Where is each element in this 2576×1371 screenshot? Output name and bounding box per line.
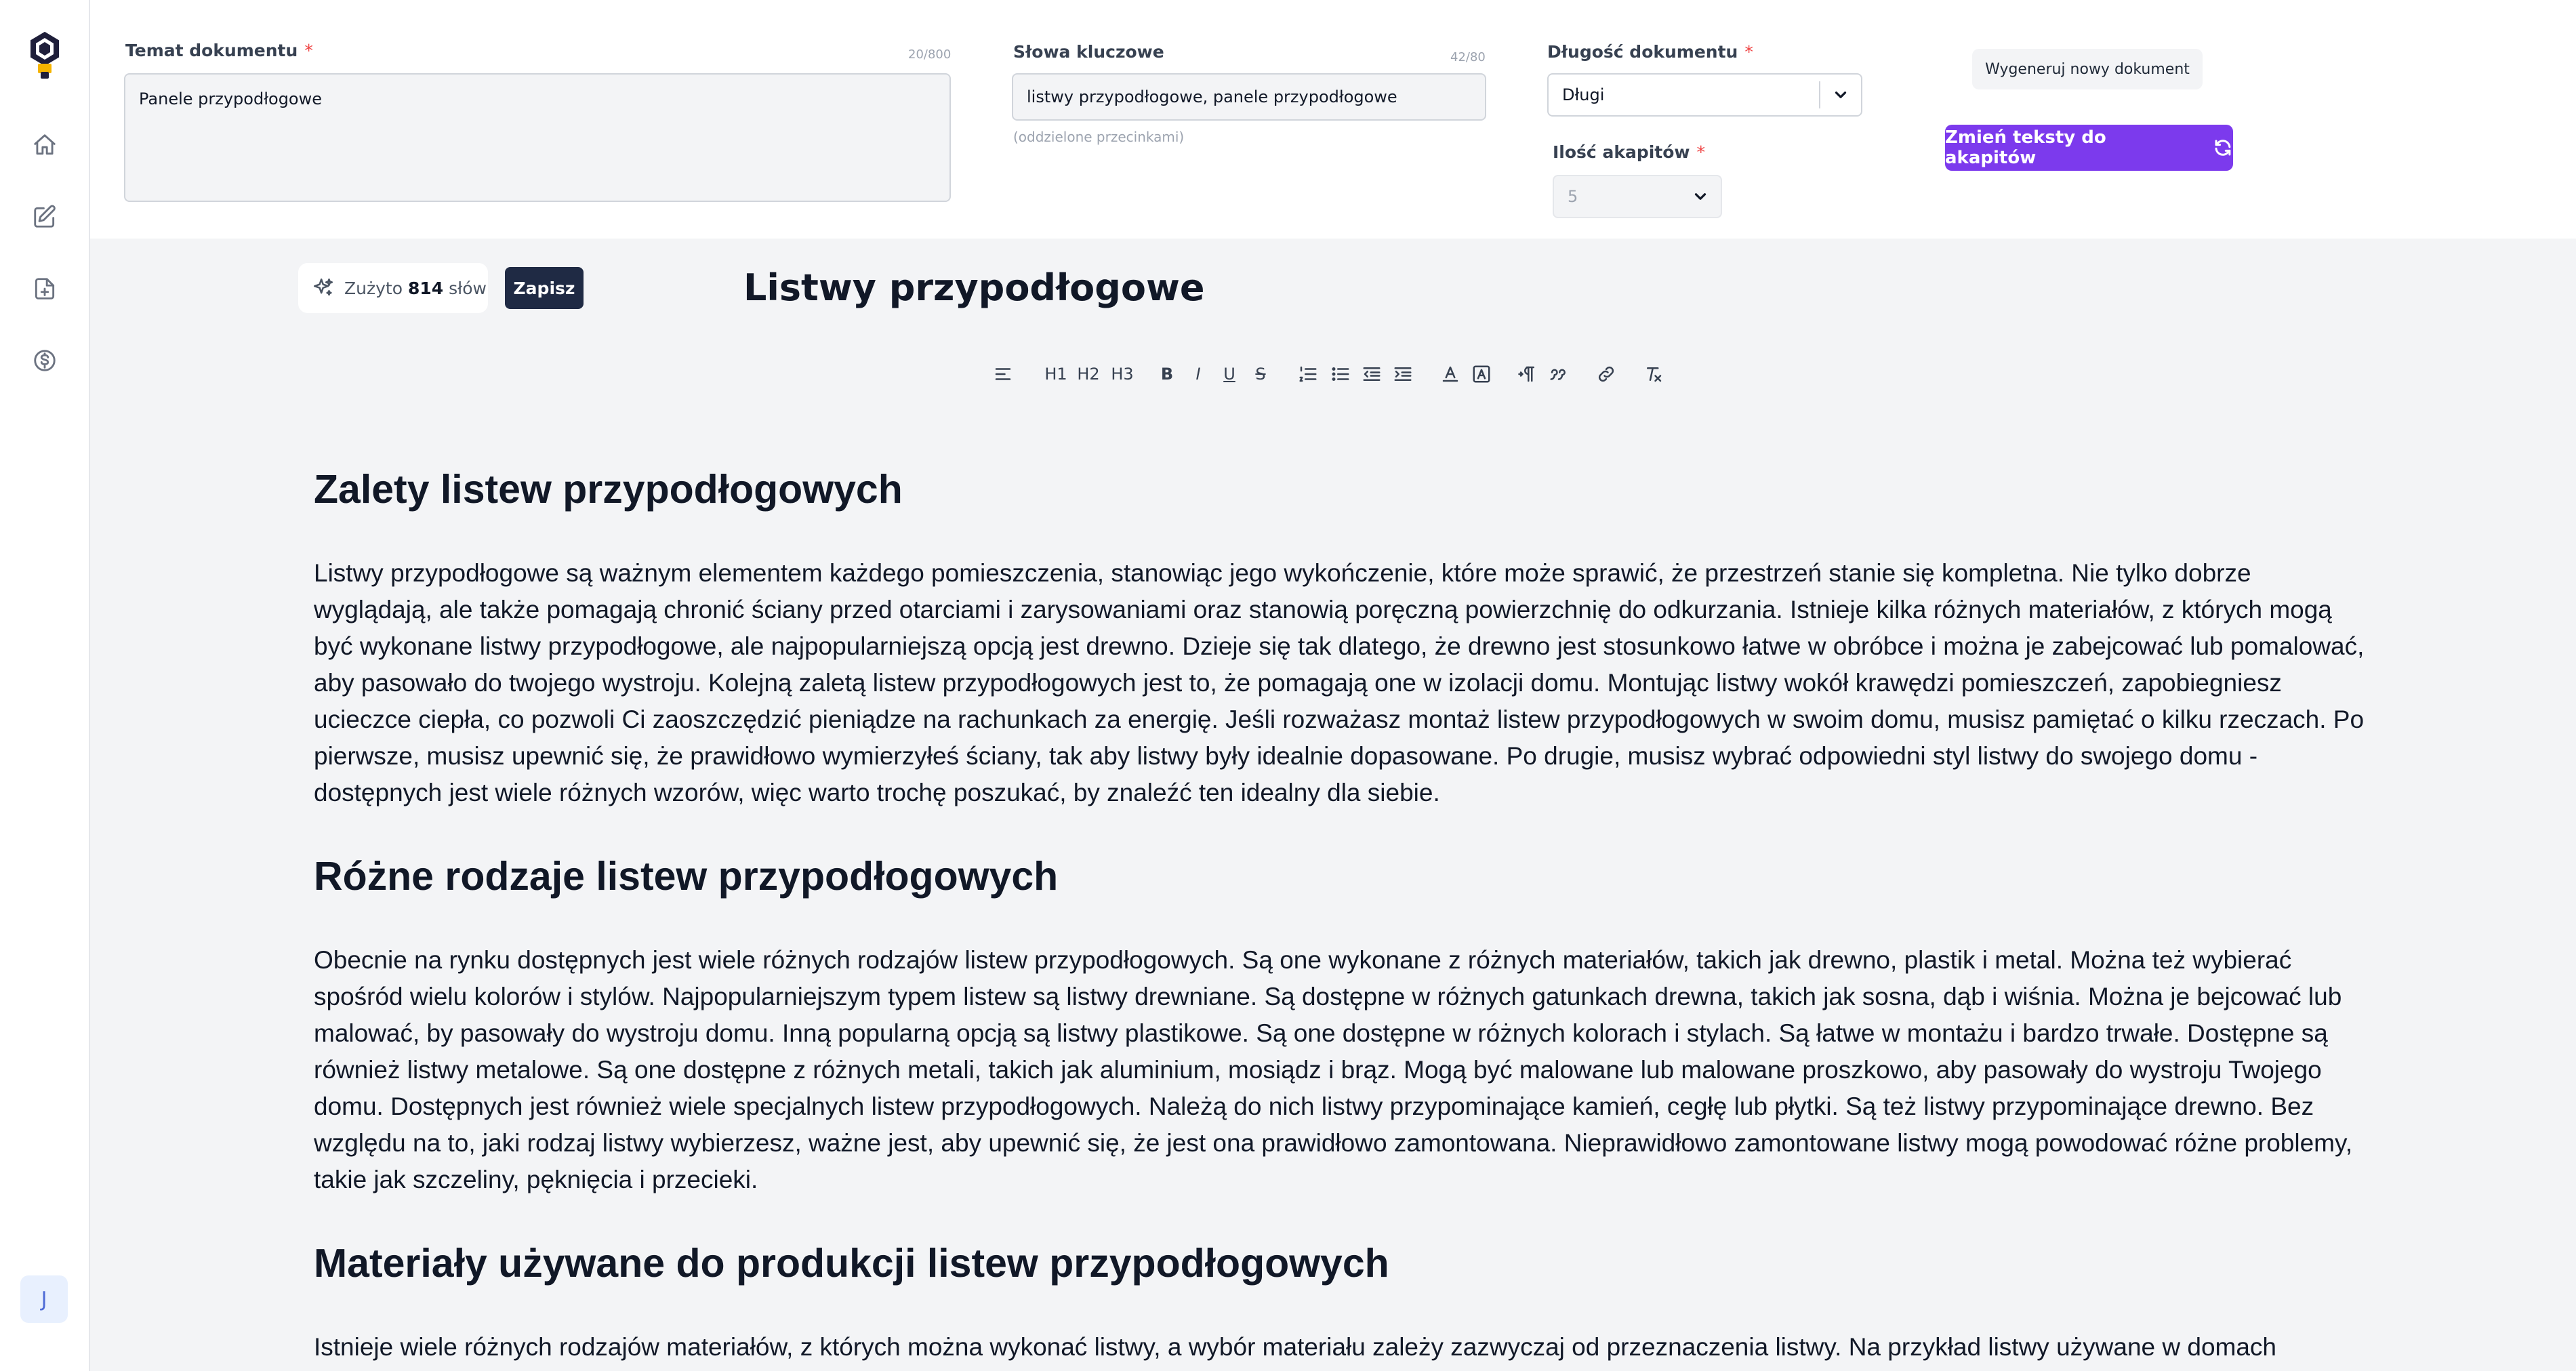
change-paragraph-texts-button[interactable] <box>1945 125 2233 171</box>
section-heading: Zalety listew przypodłogowych <box>314 467 903 512</box>
section-paragraph: Listwy przypodłogowe są ważnym elementem każdego pomieszczenia, stanowiąc jego wykończenie, które może sprawić, że przestrzeń stanie się kompletna. Nie tylko dobrze wyglądają, ale także pomagają chronić ściany przed otarciami i zarysowaniami oraz stanowią poręczną powierzchnię do odkurzania. Istnieje kilka różnych materiałów, z których mogą być wykonane listwy przypodłogowe, ale najpopularniejszą opcją jest drewno. Dzieje się tak dlatego, że drewno jest stosunkowo łatwe w obróbce i można je zabejcować lub pomalować, aby pasowało do twojego wystroju. Kolejną zaletą listew przypodłogowych jest to, że pomagają one w izolacji domu. Montując listwy wokół krawędzi pomieszczeń, zapobiegniesz ucieczce ciepła, co pozwoli Ci zaoszczędzić pieniądze na rachunkach za energię. Jeśli rozważasz montaż listew przypodłogowych w swoim domu, musisz pamiętać o kilku rzeczach. Po pierwsze, musisz upewnić się, że prawidłowo wymierzyłeś ściany, tak aby listwy były idealnie dopasowane. Po drugie, musisz wybrać odpowiedni styl listwy do swojego domu - dostępnych jest wiele różnych wzorów, więc warto trochę poszukać, by znaleźć ten idealny dla siebie. <box>314 558 2365 806</box>
chevron-down-icon[interactable] <box>1820 86 1861 104</box>
words-used-suffix: słów <box>449 278 487 298</box>
words-used-prefix: Zużyto <box>344 278 403 298</box>
heading-3-label: H3 <box>1111 365 1134 384</box>
logo-icon[interactable] <box>28 31 61 80</box>
refresh-icon <box>2213 138 2233 158</box>
bullet-list-icon[interactable] <box>1327 361 1354 388</box>
required-marker: * <box>1696 142 1706 162</box>
text-color-icon[interactable] <box>1437 361 1464 388</box>
document-content[interactable] <box>314 468 2367 1371</box>
bold-button[interactable] <box>1155 361 1179 388</box>
indent-icon[interactable] <box>1389 361 1416 388</box>
paragraphs-select[interactable] <box>1553 175 1722 218</box>
keywords-counter: 42/80 <box>1450 50 1486 64</box>
required-marker: * <box>1744 42 1753 62</box>
document-title[interactable]: Listwy przypodłogowe <box>743 266 1205 309</box>
background-color-icon[interactable] <box>1468 361 1495 388</box>
clear-formatting-icon[interactable] <box>1640 361 1667 388</box>
generate-document-button[interactable]: Wygeneruj nowy dokument <box>1972 49 2203 89</box>
topic-textarea[interactable]: Panele przypodłogowe <box>124 73 951 202</box>
strikethrough-button[interactable] <box>1248 361 1273 388</box>
document-plus-icon[interactable] <box>30 274 60 304</box>
bold-label: B <box>1160 365 1174 384</box>
length-label-text: Długość dokumentu <box>1547 42 1738 62</box>
keywords-input[interactable]: listwy przypodłogowe, panele przypodłogowe <box>1012 73 1486 121</box>
italic-button[interactable] <box>1186 361 1210 388</box>
words-used-text <box>344 279 487 298</box>
heading-1-button[interactable] <box>1042 361 1069 388</box>
change-paragraph-texts-label: Zmień teksty do akapitów <box>1945 127 2106 168</box>
edit-icon[interactable] <box>30 202 60 232</box>
length-select-value: Długi <box>1562 85 1605 104</box>
length-label <box>1547 42 1753 62</box>
topic-label-text: Temat dokumentu <box>125 41 298 60</box>
sparkles-icon <box>312 277 335 300</box>
section-heading: Różne rodzaje listew przypodłogowych <box>314 853 1059 899</box>
sidebar <box>0 0 90 1371</box>
strikethrough-label: S <box>1255 365 1266 384</box>
keywords-label: Słowa kluczowe <box>1013 42 1164 62</box>
dollar-icon[interactable] <box>30 346 60 375</box>
topic-counter: 20/800 <box>908 47 952 62</box>
heading-2-button[interactable] <box>1075 361 1102 388</box>
avatar[interactable]: J <box>20 1275 68 1323</box>
blockquote-icon[interactable] <box>1545 361 1572 388</box>
underline-button[interactable] <box>1217 361 1242 388</box>
heading-1-label: H1 <box>1044 365 1067 384</box>
link-icon[interactable] <box>1593 361 1620 388</box>
paragraphs-select-value: 5 <box>1568 187 1578 206</box>
outdent-icon[interactable] <box>1358 361 1385 388</box>
heading-2-label: H2 <box>1077 365 1100 384</box>
chevron-down-icon[interactable] <box>1680 188 1721 205</box>
document-settings-panel <box>90 0 2576 239</box>
italic-label: I <box>1195 365 1201 384</box>
text-direction-icon[interactable] <box>1514 361 1541 388</box>
topic-label <box>125 41 313 60</box>
save-button[interactable]: Zapisz <box>505 267 584 309</box>
paragraphs-label-text: Ilość akapitów <box>1553 142 1690 162</box>
keywords-hint: (oddzielone przecinkami) <box>1013 129 1185 145</box>
words-used-count: 814 <box>407 278 444 298</box>
length-select[interactable] <box>1547 73 1862 117</box>
paragraphs-label <box>1553 142 1705 162</box>
home-icon[interactable] <box>30 130 60 160</box>
section-paragraph: Obecnie na rynku dostępnych jest wiele różnych rodzajów listew przypodłogowych. Są one wykonane z różnych materiałów, takich jak drewno, plastik i metal. Można też wybierać spośród wielu kolorów i stylów. Najpopularniejszym typem listew są listwy drewniane. Są dostępne w różnych gatunkach drewna, takich jak sosna, dąb i wiśnia. Można je bejcować lub malować, by pasowały do wystroju domu. Inną popularną opcją są listwy plastikowe. Są one dostępne w różnych kolorach i stylach. Są łatwe w montażu i bardzo trwałe. Dostępne są również listwy metalowe. Są one dostępne z różnych metali, takich jak aluminium, mosiądz i brąz. Mogą być malowane lub malowane proszkowo, aby pasowały do wystroju Twojego domu. Dostępnych jest również wiele specjalnych listew przypodłogowych. Należą do nich listwy przypominające kamień, cegłę lub płytki. Są też listwy przypominające drewno. Bez względu na to, jaki rodzaj listwy wybierzesz, ważne jest, aby upewnić się, że jest ona prawidłowo zamontowana. Nieprawidłowo zamontowane listwy mogą powodować różne problemy, takie jak szczeliny, pęknięcia i przecieki. <box>314 945 2353 1193</box>
underline-label: U <box>1223 365 1235 384</box>
align-left-icon[interactable] <box>989 361 1017 388</box>
required-marker: * <box>304 41 313 60</box>
section-paragraph: Istnieje wiele różnych rodzajów materiałów, z których można wykonać listwy, a wybór materiału zależy zazwyczaj od przeznaczenia listwy. Na przykład listwy używane w domach <box>314 1332 2277 1361</box>
words-used-badge <box>298 263 488 313</box>
section-heading: Materiały używane do produkcji listew przypodłogowych <box>314 1240 1389 1286</box>
heading-3-button[interactable] <box>1107 361 1137 388</box>
ordered-list-icon[interactable] <box>1294 361 1322 388</box>
